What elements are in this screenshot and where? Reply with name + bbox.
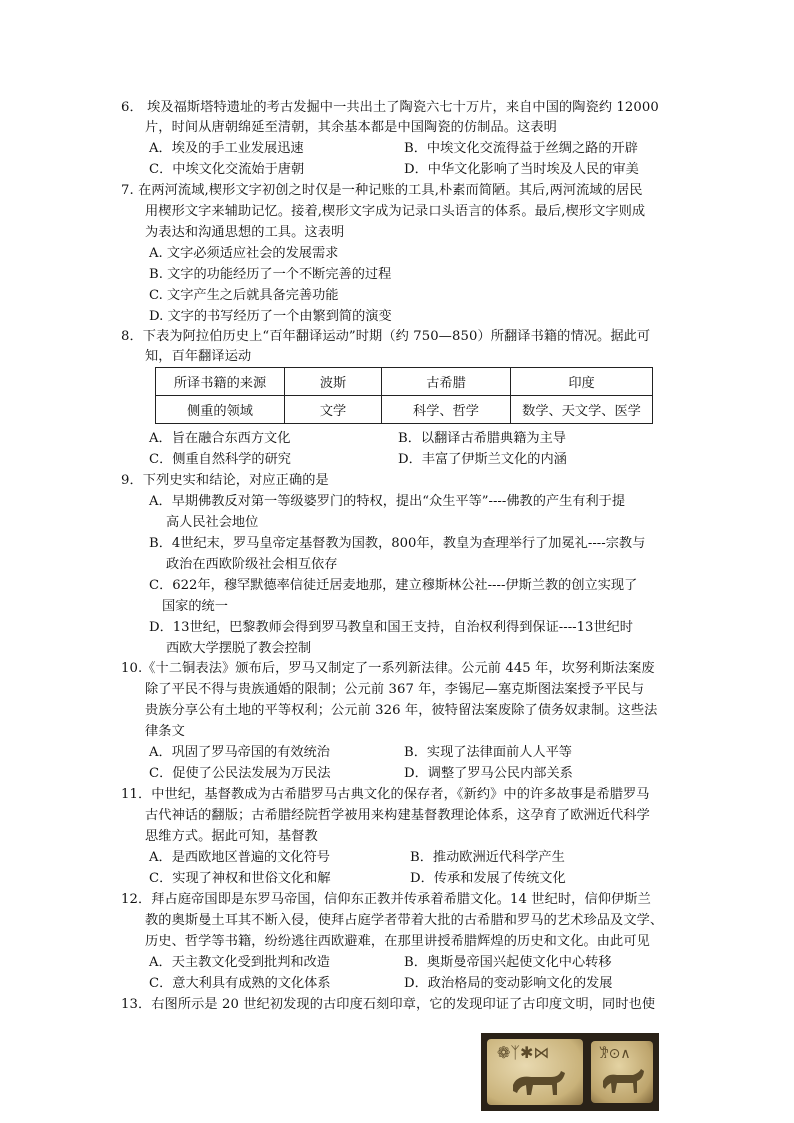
q9-option-a-line-1: A．早期佛教反对第一等级婆罗门的特权，提出“众生平等”----佛教的产生有利于提 — [149, 494, 626, 509]
q7-stem-line-1: 7. 在两河流域,楔形文字初创之时仅是一种记账的工具,朴素而简陋。其后,两河流域的居民 — [121, 183, 643, 198]
q9-option-d-line-1: D．13世纪，巴黎教师会得到罗马教皇和国王支持，自治权利得到保证----13世纪时 — [149, 620, 633, 635]
q11-option-d: D．传承和发展了传统文化 — [410, 871, 566, 886]
q9-stem: 9．下列史实和结论，对应正确的是 — [121, 473, 329, 488]
q6-option-d: D．中华文化影响了当时埃及人民的审美 — [404, 162, 639, 177]
q11-option-b: B．推动欧洲近代科学产生 — [410, 850, 565, 865]
q11-stem-line-2: 古代神话的翻版；古希腊经院哲学被用来构建基督教理论体系，这孕育了欧洲近代科学 — [145, 808, 650, 823]
q6-option-c: C．中埃文化交流始于唐朝 — [149, 162, 305, 177]
q10-stem-line-4: 律条文 — [145, 724, 185, 739]
table-cell: 数学、天文学、医学 — [511, 396, 653, 424]
seal-image-right: 𐦂⊙∧ — [591, 1041, 653, 1103]
table-cell: 古希腊 — [382, 368, 511, 396]
table-cell: 印度 — [511, 368, 653, 396]
q12-stem-line-3: 历史、哲学等书籍，纷纷逃往西欧避难，在那里讲授希腊辉煌的历史和文化。由此可见 — [145, 934, 650, 949]
q8-option-d: D．丰富了伊斯兰文化的内涵 — [398, 452, 567, 467]
q11-option-a: A．是西欧地区普遍的文化符号 — [149, 850, 330, 865]
q12-option-d: D．政治格局的变动影响文化的发展 — [404, 976, 613, 991]
table-cell: 所译书籍的来源 — [156, 368, 285, 396]
q7-option-b: B. 文字的功能经历了一个不断完善的过程 — [149, 267, 392, 282]
seal-image-left: ❁ᛉ✱⋈ — [487, 1039, 583, 1105]
q7-option-d: D. 文字的书写经历了一个由繁到简的演变 — [149, 309, 392, 324]
q13-stem: 13．右图所示是 20 世纪初发现的古印度石刻印章，它的发现印证了古印度文明，同时也使 — [121, 997, 656, 1012]
q12-stem-line-1: 12．拜占庭帝国即是东罗马帝国，信仰东正教并传承着希腊文化。14 世纪时，信仰伊斯兰 — [121, 892, 651, 907]
table-row — [156, 396, 653, 424]
translation-table — [155, 367, 653, 424]
q12-option-c: C．意大利具有成熟的文化体系 — [149, 976, 331, 991]
q9-option-c-line-2: 国家的统一 — [162, 599, 228, 614]
q10-stem-line-2: 除了平民不得与贵族通婚的限制；公元前 367 年，李锡尼—塞克斯图法案授予平民与 — [145, 682, 645, 697]
q10-option-b: B．实现了法律面前人人平等 — [404, 745, 572, 760]
q10-stem-line-3: 贵族分享公有土地的平等权利；公元前 326 年，彼特留法案废除了债务奴隶制。这些法 — [145, 703, 658, 718]
q10-option-a: A．巩固了罗马帝国的有效统治 — [149, 745, 330, 760]
q9-option-d-line-2: 西欧大学摆脱了教会控制 — [166, 641, 312, 656]
q10-stem-line-1: 10.《十二铜表法》颁布后，罗马又制定了一系列新法律。公元前 445 年，坎努利斯法案废 — [121, 661, 655, 676]
q12-option-a: A．天主教文化受到批判和改造 — [149, 955, 330, 970]
q6-stem-line-1: 6． 埃及福斯塔特遗址的考古发掘中一共出土了陶瓷六七十万片，来自中国的陶瓷约 12000 — [121, 100, 659, 115]
q11-stem-line-1: 11．中世纪，基督教成为古希腊罗马古典文化的保存者，《新约》中的许多故事是希腊罗马 — [121, 787, 650, 802]
table-cell: 侧重的领域 — [156, 396, 285, 424]
q9-option-a-line-2: 高人民社会地位 — [166, 515, 259, 530]
q7-stem-line-2: 用楔形文字来辅助记忆。接着,楔形文字成为记录口头语言的体系。最后,楔形文字则成 — [145, 204, 646, 219]
q10-option-d: D．调整了罗马公民内部关系 — [404, 766, 573, 781]
q6-option-b: B．中埃文化交流得益于丝绸之路的开辟 — [404, 141, 638, 156]
q8-option-a: A．旨在融合东西方文化 — [149, 431, 291, 446]
indus-seal-photo — [481, 1033, 659, 1111]
q9-option-b-line-1: B．4世纪末，罗马皇帝定基督教为国教，800年，教皇为查理举行了加冕礼----宗教与 — [149, 536, 646, 551]
q7-option-c: C. 文字产生之后就具备完善功能 — [149, 288, 339, 303]
q9-option-b-line-2: 政治在西欧阶级社会相互依存 — [166, 557, 338, 572]
table-cell: 科学、哲学 — [382, 396, 511, 424]
q8-option-c: C．侧重自然科学的研究 — [149, 452, 291, 467]
q8-stem-line-2: 知，百年翻译运动 — [145, 349, 252, 364]
q7-option-a: A. 文字必须适应社会的发展需求 — [149, 246, 339, 261]
q8-option-b: B．以翻译古希腊典籍为主导 — [398, 431, 566, 446]
table-cell: 波斯 — [285, 368, 382, 396]
q11-option-c: C．实现了神权和世俗文化和解 — [149, 871, 331, 886]
q12-stem-line-2: 教的奥斯曼土耳其不断入侵，使拜占庭学者带着大批的古希腊和罗马的艺术珍品及文学、 — [145, 913, 664, 928]
q9-option-c-line-1: C．622年，穆罕默德率信徒迁居麦地那，建立穆斯林公社----伊斯兰教的创立实现了 — [149, 578, 638, 593]
q10-option-c: C．促使了公民法发展为万民法 — [149, 766, 331, 781]
q6-option-a: A．埃及的手工业发展迅速 — [149, 141, 304, 156]
table-cell: 文学 — [285, 396, 382, 424]
q7-stem-line-3: 为表达和沟通思想的工具。这表明 — [145, 225, 345, 240]
table-row — [156, 368, 653, 396]
q8-stem-line-1: 8．下表为阿拉伯历史上“百年翻译运动”时期（约 750—850）所翻译书籍的情况。据此可 — [121, 329, 651, 344]
q11-stem-line-3: 思维方式。据此可知，基督教 — [145, 829, 318, 844]
q6-stem-line-2: 片，时间从唐朝绵延至清朝，其余基本都是中国陶瓷的仿制品。这表明 — [145, 120, 557, 135]
q12-option-b: B．奥斯曼帝国兴起使文化中心转移 — [404, 955, 612, 970]
